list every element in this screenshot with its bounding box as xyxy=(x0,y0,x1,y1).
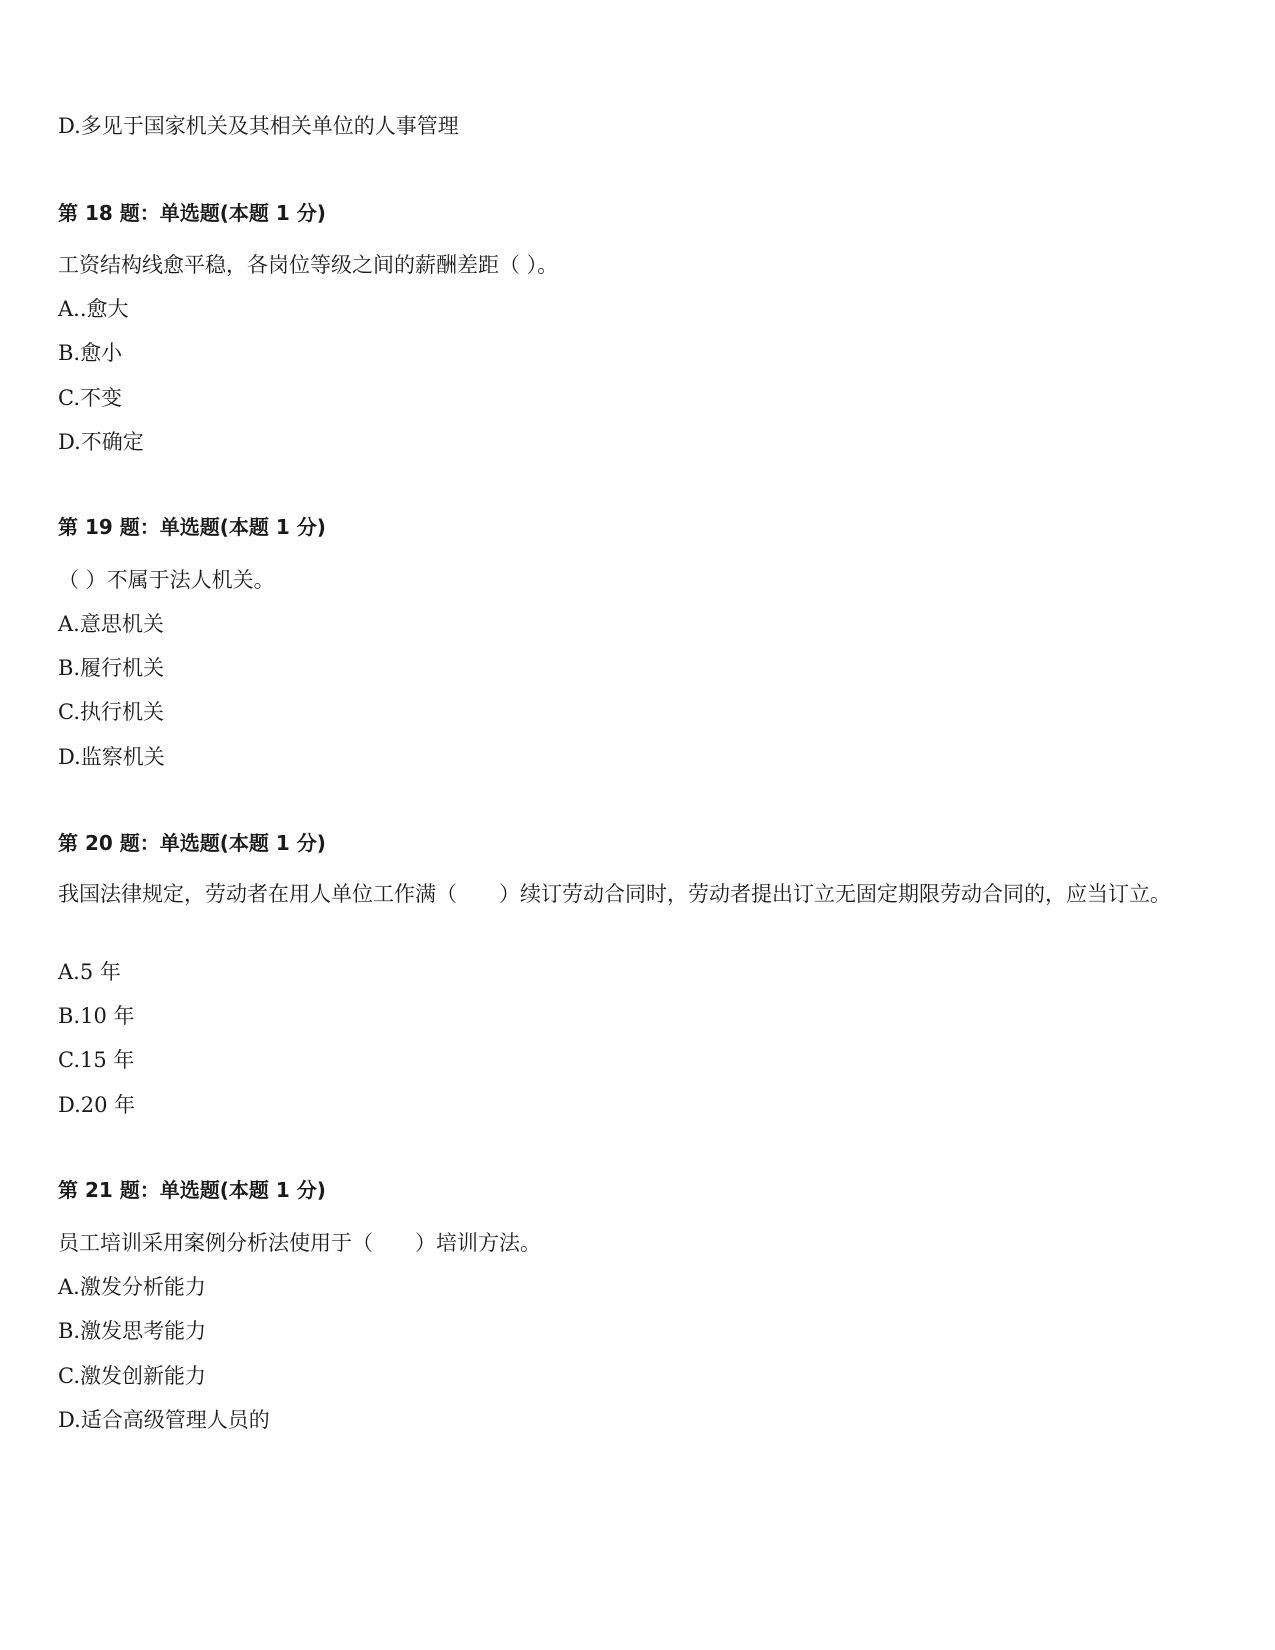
question-20-heading: 第 20 题：单选题(本题 1 分) xyxy=(58,831,326,855)
question-20-stem: 我国法律规定，劳动者在用人单位工作满（ ）续订劳动合同时，劳动者提出订立无固定期限劳动合同的，应当订立。 xyxy=(58,882,1171,906)
question-18-option-a: A..愈大 xyxy=(58,297,129,321)
question-19-stem: （ ）不属于法人机关。 xyxy=(58,568,275,592)
question-20-option-d: D.20 年 xyxy=(58,1093,136,1117)
question-21-stem: 员工培训采用案例分析法使用于（ ）培训方法。 xyxy=(58,1231,541,1255)
question-20-option-a: A.5 年 xyxy=(58,960,121,984)
prev-question-option-d: D.多见于国家机关及其相关单位的人事管理 xyxy=(58,114,459,138)
question-19-option-c: C.执行机关 xyxy=(58,700,164,724)
question-19-heading: 第 19 题：单选题(本题 1 分) xyxy=(58,515,326,539)
question-18-option-b: B.愈小 xyxy=(58,341,123,365)
question-18-stem: 工资结构线愈平稳，各岗位等级之间的薪酬差距（ ）。 xyxy=(58,253,559,277)
question-20-option-c: C.15 年 xyxy=(58,1048,135,1072)
question-19-option-a: A.意思机关 xyxy=(58,612,164,636)
question-18-option-c: C.不变 xyxy=(58,386,122,410)
question-20-option-b: B.10 年 xyxy=(58,1004,135,1028)
question-18-option-d: D.不确定 xyxy=(58,430,144,454)
question-21-option-c: C.激发创新能力 xyxy=(58,1364,206,1388)
question-18-heading: 第 18 题：单选题(本题 1 分) xyxy=(58,201,326,225)
question-21-option-a: A.激发分析能力 xyxy=(58,1275,206,1299)
question-21-option-b: B.激发思考能力 xyxy=(58,1319,207,1343)
question-19-option-d: D.监察机关 xyxy=(58,745,165,769)
question-21-heading: 第 21 题：单选题(本题 1 分) xyxy=(58,1178,326,1202)
question-19-option-b: B.履行机关 xyxy=(58,656,165,680)
question-21-option-d: D.适合高级管理人员的 xyxy=(58,1408,270,1432)
